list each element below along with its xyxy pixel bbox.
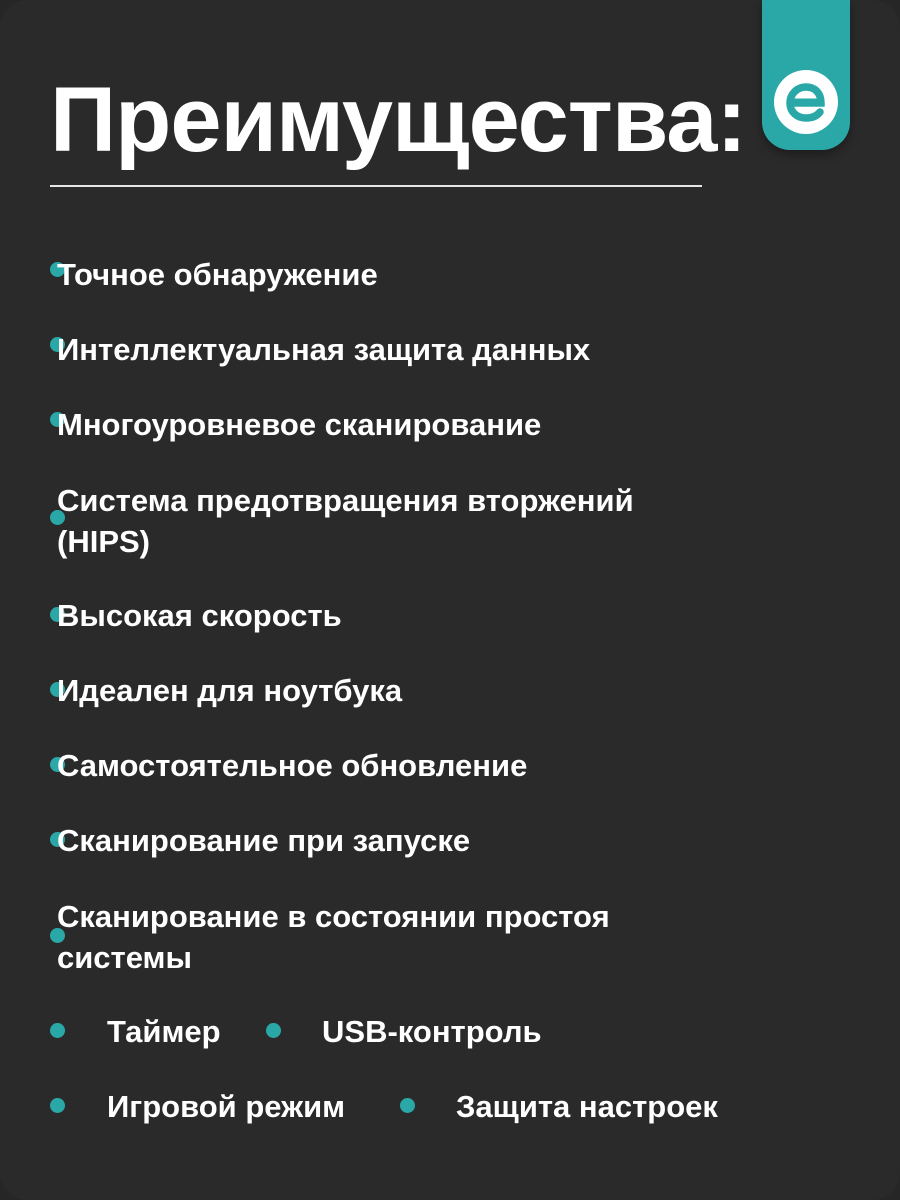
bullet-icon	[50, 1023, 65, 1038]
title-divider	[50, 185, 702, 187]
list-item-text: Самостоятельное обновление	[57, 748, 528, 783]
list-item-text-line2: системы	[57, 940, 192, 975]
list-item-text: Игровой режим	[107, 1089, 346, 1124]
list-item-text: Многоуровневое сканирование	[57, 407, 542, 442]
list-item-text: Идеален для ноутбука	[57, 673, 403, 708]
list-item-text: Сканирование при запуске	[57, 823, 471, 858]
logo-tab	[762, 0, 850, 150]
bullet-icon	[50, 1098, 65, 1113]
bullet-icon	[266, 1023, 281, 1038]
eset-logo-icon	[774, 70, 838, 134]
list-item-text: Защита настроек	[456, 1089, 718, 1124]
list-item-text-line1: Система предотвращения вторжений	[57, 483, 634, 518]
list-item-text-line2: (HIPS)	[57, 524, 150, 559]
page-title: Преимущества:	[50, 69, 747, 171]
bullet-icon	[400, 1098, 415, 1113]
list-item-text: Точное обнаружение	[57, 257, 378, 292]
list-item-text: Интеллектуальная защита данных	[57, 332, 591, 367]
list-item-text: Таймер	[107, 1014, 221, 1049]
list-item-text: USB-контроль	[322, 1014, 542, 1049]
list-item-text: Высокая скорость	[57, 598, 342, 633]
list-item-text-line1: Сканирование в состоянии простоя	[57, 899, 610, 934]
